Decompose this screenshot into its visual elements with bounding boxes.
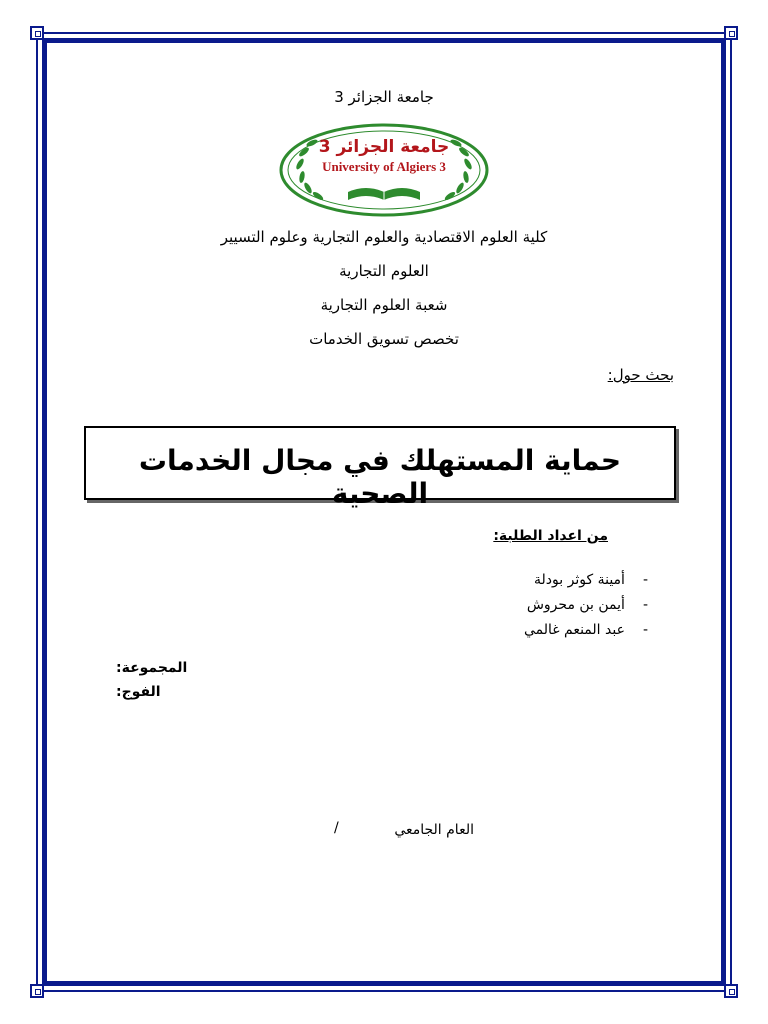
academic-year-label: العام الجامعي — [394, 822, 474, 838]
student-name: أمينة كوثر بودلة — [534, 572, 625, 588]
group-label: المجموعة: — [116, 660, 188, 676]
university-name: جامعة الجزائر 3 — [334, 88, 434, 106]
corner-ornament-bottom-left — [30, 984, 44, 998]
research-title: حماية المستهلك في مجال الخدمات الصحية — [138, 444, 622, 510]
faculty-name: كلية العلوم الاقتصادية والعلوم التجارية وعلوم التسيير — [220, 228, 548, 246]
student-item — [524, 622, 648, 638]
branch-name: شعبة العلوم التجارية — [320, 296, 448, 314]
title-box — [84, 426, 676, 510]
prepared-by-label: من اعداد الطلبة: — [493, 528, 608, 544]
academic-year-slash: / — [334, 820, 339, 836]
cohort-label: الفوج: — [116, 684, 161, 700]
university-logo — [278, 122, 490, 218]
student-name: عبد المنعم غالمي — [523, 622, 625, 638]
student-item — [534, 572, 648, 588]
student-item — [527, 597, 648, 613]
department-name: العلوم التجارية — [339, 262, 429, 280]
research-about-label: بحث حول: — [607, 366, 674, 384]
corner-ornament-bottom-right — [724, 984, 738, 998]
corner-ornament-top-right — [724, 26, 738, 40]
specialty-name: تخصص تسويق الخدمات — [309, 330, 459, 348]
student-name: أيمن بن محروش — [526, 597, 625, 613]
list-dash: - — [642, 622, 648, 638]
list-dash: - — [642, 572, 648, 588]
logo-arabic-text: جامعة الجزائر 3 — [318, 137, 450, 157]
corner-ornament-top-left — [30, 26, 44, 40]
list-dash: - — [642, 597, 648, 613]
logo-english-text: University of Algiers 3 — [322, 159, 446, 174]
